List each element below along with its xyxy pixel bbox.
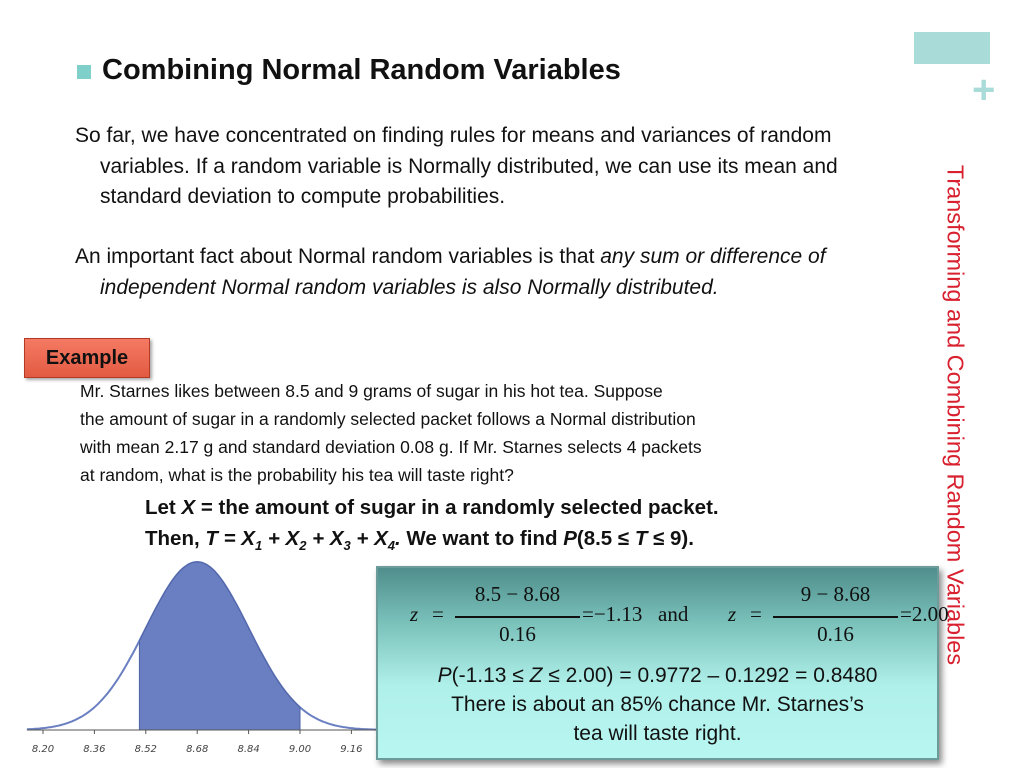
example-badge: Example [24, 338, 150, 378]
side-title: Transforming and Combining Random Variables [942, 164, 969, 666]
z-denominator-left: 0.16 [499, 622, 536, 646]
probability-line: P(-1.13 ≤ Z ≤ 2.00) = 0.9772 – 0.1292 = 0.8480 [437, 664, 878, 687]
answer-box [376, 566, 949, 760]
range-open: (8.5 ≤ [576, 527, 635, 550]
z-result-left: =−1.13 [582, 602, 643, 626]
then-word: Then, [145, 527, 200, 550]
range-close: ≤ 9). [647, 527, 694, 550]
let-statement [145, 492, 719, 561]
problem-line: the amount of sugar in a randomly selected packet follows a Normal distribution [80, 409, 696, 429]
normal-fact-italic: any sum or difference of independent Normal random variables is also Normally distributed. [100, 245, 826, 299]
let-definition: = the amount of sugar in a randomly selected packet. [195, 496, 719, 519]
z-symbol: z [728, 602, 737, 626]
x-tick-label: 8.20 [31, 744, 55, 755]
shaded-probability-area [139, 562, 300, 730]
equals-sign: = [432, 602, 444, 626]
let-word: Let [145, 496, 182, 519]
var-x: X [181, 496, 196, 519]
z-result-right: =2.00 [900, 602, 949, 626]
slide-heading: Combining Normal Random Variables [102, 54, 621, 86]
normal-fact-text: An important fact about Normal random variables is that [75, 245, 601, 268]
plus-decoration-icon: + [972, 68, 996, 112]
conclusion-line-1: There is about an 85% chance Mr. Starnes’s [451, 693, 864, 716]
x-tick-label: 8.68 [186, 744, 209, 755]
problem-line: with mean 2.17 g and standard deviation 0.08 g. If Mr. Starnes selects 4 packets [80, 437, 702, 457]
square-bullet-icon [77, 65, 91, 79]
fraction-bar [455, 616, 580, 618]
normal-fact-paragraph [75, 242, 915, 303]
x-tick-label: 8.36 [83, 744, 106, 755]
t-symbol: T [634, 527, 648, 550]
z-numerator-left: 8.5 − 8.68 [474, 582, 561, 606]
x-tick-label: 9.16 [340, 744, 363, 755]
intro-paragraph: So far, we have concentrated on finding rules for means and variances of random variables. If a random variable is Normally distributed, we can use its mean and standard deviation to compute probabilities. [75, 124, 838, 208]
p-symbol: P [563, 527, 577, 550]
x-tick-label: 8.84 [237, 744, 260, 755]
z-numerator-right: 9 − 8.68 [800, 582, 871, 606]
problem-line: at random, what is the probability his tea will taste right? [80, 465, 514, 485]
normal-curve-chart [0, 555, 380, 768]
conclusion-line-2: tea will taste right. [573, 722, 742, 745]
x-tick-label: 8.52 [134, 744, 157, 755]
problem-line: Mr. Starnes likes between 8.5 and 9 grams of sugar in his hot tea. Suppose [80, 381, 663, 401]
z-denominator-right: 0.16 [817, 622, 854, 646]
x-tick-label: 9.00 [288, 744, 312, 755]
and-word: and [658, 602, 689, 626]
problem-statement [80, 377, 910, 489]
want-text: We want to find [400, 527, 564, 550]
z-symbol: z [410, 602, 419, 626]
t-equation: $T = X_1 + X_2 + X_3 + X_4$. [199, 527, 401, 554]
corner-decoration-box [914, 32, 990, 64]
fraction-bar [773, 616, 898, 618]
equals-sign: = [750, 602, 762, 626]
let-line-1 [145, 492, 719, 523]
answer-text [378, 661, 937, 748]
